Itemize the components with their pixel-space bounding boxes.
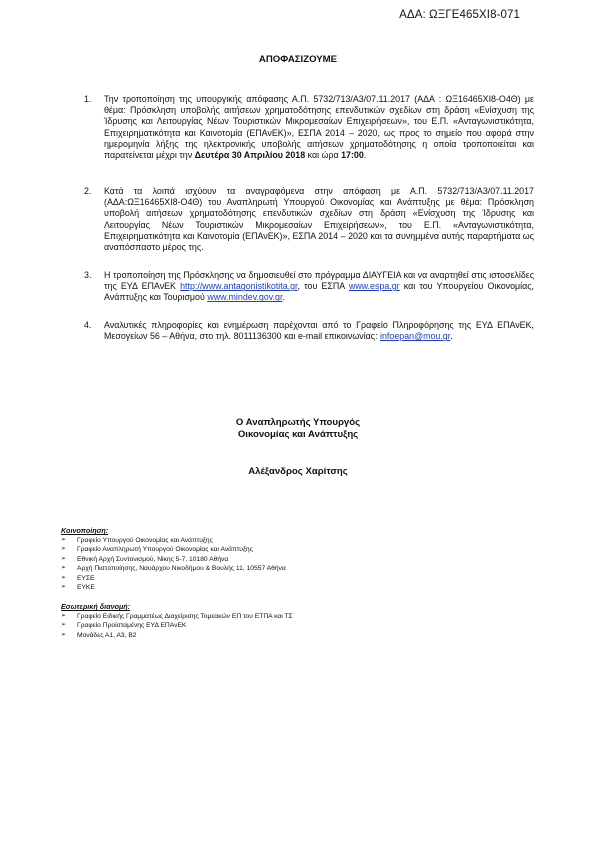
arrow-bullet-icon: ➢ — [61, 622, 67, 629]
decision-item-4 — [84, 320, 534, 342]
item-number: 3. — [84, 270, 92, 280]
antagonistikotita-link[interactable]: http://www.antagonistikotita.gr — [180, 281, 298, 292]
decision-item-1 — [84, 94, 534, 161]
list-item: ➢ Γραφείο Υπουργού Οικονομίας και Ανάπτυξης — [61, 537, 213, 544]
list-item: ➢ Μονάδες Α1, Α3, Β2 — [61, 631, 137, 639]
mindev-link[interactable]: www.mindev.gov.gr — [207, 292, 283, 303]
arrow-bullet-icon: ➢ — [61, 574, 67, 581]
list-item: ➢ Γραφείο Αναπληρωτή Υπουργού Οικονομίας και Ανάπτυξης — [61, 546, 253, 554]
arrow-bullet-icon: ➢ — [61, 584, 67, 591]
decision-item-2 — [84, 186, 534, 253]
internal-distribution-title: Εσωτερική διανομή: — [61, 602, 131, 611]
item-number: 2. — [84, 186, 92, 196]
ada-code: ΑΔΑ: ΩΞΓΕ465ΧΙ8-071 — [399, 9, 520, 21]
arrow-bullet-icon: ➢ — [61, 565, 67, 572]
list-item: ➢ Γραφείο Προϊσταμένης ΕΥΔ ΕΠΑνΕΚ — [61, 622, 187, 630]
deadline-time: 17:00 — [341, 150, 364, 161]
arrow-bullet-icon: ➢ — [61, 631, 67, 638]
decision-item-3 — [84, 270, 534, 304]
list-item: ➢ Αρχή Πιστοποίησης, Ναυάρχου Νικοδήμου & Βουλής 11, 10557 Αθήνα — [61, 565, 286, 573]
arrow-bullet-icon: ➢ — [61, 613, 67, 619]
internal-distribution-list — [61, 612, 293, 640]
item-text: Αναλυτικές πληροφορίες και ενημέρωση παρέχονται από το Γραφείο Πληροφόρησης της ΕΥΔ ΕΠΑνΕΚ, Μεσογείων 56 – Αθήνα, στο τηλ. 8011136300 και e-mail επικοινωνίας: infoepan@mou.gr. — [104, 320, 534, 342]
espa-link[interactable]: www.espa.gr — [348, 281, 400, 292]
arrow-bullet-icon: ➢ — [61, 537, 67, 543]
item-text: Την τροποποίηση της υπουργικής απόφασης Α.Π. 5732/713/Α3/07.11.2017 (ΑΔΑ : ΩΞ16465ΧΙ8-Ο4Θ) με θέμα: Πρόσκληση υποβολής αιτήσεων χρηματοδότησης επενδυτικών σχεδίων στη δράση «Ενίσχυση της Ίδρυσης και Λειτουργίας Νέων Τουριστικών Μικρομεσαίων Επιχειρήσεων», του Ε.Π. «Ανταγωνιστικότητα, Επιχειρηματικότητα και Καινοτομία (ΕΠΑνΕΚ)», ΕΣΠΑ 2014 – 2020, ως προς το σημείο που αφορά στην ημερομηνία λήξης της ηλεκτρονικής υποβολής αιτήσεων χρηματοδότησης η οποία τροποποιείται και παρατείνεται μέχρι την Δευτέρα 30 Απριλίου 2018 και ώρα 17:00. — [104, 94, 534, 161]
list-item: ➢ ΕΥΣΕ — [61, 574, 95, 582]
deadline-date: Δευτέρα 30 Απριλίου 2018 — [194, 150, 306, 161]
list-item: ➢ Εθνική Αρχή Συντονισμού, Νίκης 5-7, 10180 Αθήνα — [61, 555, 229, 563]
item-text: Κατά τα λοιπά ισχύουν τα αναγραφόμενα στην απόφαση με Α.Π. 5732/713/Α3/07.11.2017 (ΑΔΑ:ΩΞ16465ΧΙ8-Ο4Θ) του Αναπληρωτή Υπουργού Οικονομίας και Ανάπτυξης με θέμα: Πρόσκληση υποβολή αιτήσεων χρηματοδότησης επενδυτικών σχεδίων στη δράση «Ενίσχυση της Ίδρυσης και Λειτουργίας Νέων Τουριστικών Μικρομεσαίων Επιχειρήσεων», του Ε.Π. «Ανταγωνιστικότητα, Επιχειρηματικότητα και Καινοτομία (ΕΠΑνΕΚ)», ΕΣΠΑ 2014 – 2020 και τα συνημμένα αυτής παραρτήματα ως αναπόσπαστο μέρος της. — [104, 186, 534, 253]
signatory-title-2: Οικονομίας και Ανάπτυξης — [237, 429, 359, 440]
signatory-name: Αλέξανδρος Χαρίτσης — [248, 466, 348, 477]
decision-heading: ΑΠΟΦΑΣΙΖΟΥΜΕ — [258, 54, 338, 65]
list-item: ➢ ΕΥΚΕ — [61, 584, 95, 592]
notification-list — [61, 536, 286, 592]
item-number: 1. — [84, 94, 92, 104]
signatory-title-1: Ο Αναπληρωτής Υπουργός — [235, 417, 361, 428]
item-text: Η τροποποίηση της Πρόσκλησης να δημοσιευθεί στο πρόγραμμα ΔΙΑΥΓΕΙΑ και να αναρτηθεί στις ιστοσελίδες της ΕΥΔ ΕΠΑνΕΚ http://www.antagonistikotita.gr, του ΕΣΠΑ www.espa.gr και του Υπουργείου Οικονομίας, Ανάπτυξης και Τουρισμού www.mindev.gov.gr. — [104, 270, 535, 303]
item-number: 4. — [84, 320, 92, 330]
arrow-bullet-icon: ➢ — [61, 555, 67, 562]
contact-email-link[interactable]: infoepan@mou.gr — [380, 331, 451, 342]
list-item: ➢ Γραφείο Ειδικής Γραμματέως Διαχείρισης Τομεακών ΕΠ του ΕΤΠΑ και ΤΣ — [61, 613, 293, 620]
arrow-bullet-icon: ➢ — [61, 546, 67, 553]
notification-title: Κοινοποίηση: — [61, 526, 109, 535]
